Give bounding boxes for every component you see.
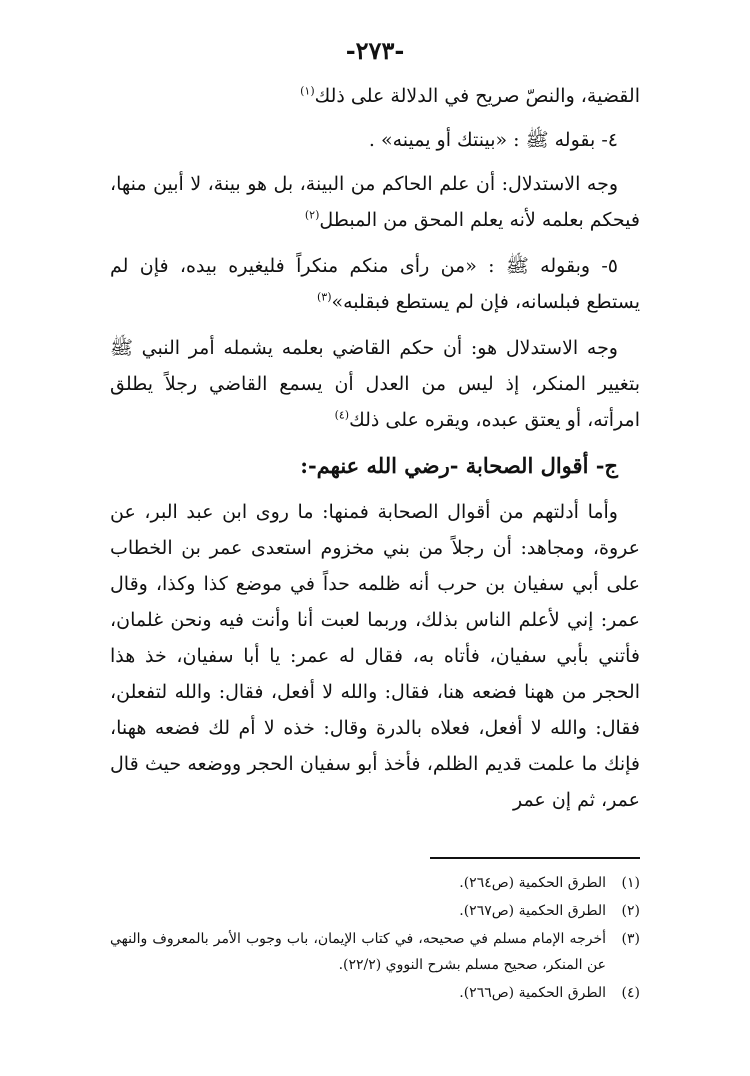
footnotes-section	[110, 870, 640, 1008]
evidence-item-5	[110, 248, 640, 320]
footnote-number: (٢)	[621, 903, 640, 919]
footnote-text: أخرجه الإمام مسلم في صحيحه، في كتاب الإيمان، باب وجوب الأمر بالمعروف والنهي عن المنكر، صحيح مسلم بشرح النووي (٢٢/٢).	[110, 931, 606, 973]
footnote-ref-3[interactable]: (٣)	[316, 290, 332, 304]
paragraph-inference-1	[110, 166, 640, 238]
paragraph-text: وجه الاستدلال: أن علم الحاكم من البينة، بل هو بينة، لا أبين منها، فيحكم بعلمه لأنه يعلم المحق من المبطل	[110, 173, 640, 231]
footnote-ref-1[interactable]: (١)	[300, 84, 315, 98]
footnote-text: الطرق الحكمية (ص٢٦٧).	[459, 903, 606, 919]
footnote-3	[110, 926, 640, 978]
evidence-item-4: ٤- بقوله ﷺ : «بينتك أو يمينه» .	[368, 129, 618, 151]
footnote-divider	[430, 857, 640, 859]
page-number: -٢٧٣-	[345, 36, 405, 65]
footnote-2	[110, 898, 640, 924]
paragraph-text: القضية، والنصّ صريح في الدلالة على ذلك	[314, 85, 640, 107]
paragraph-inference-2	[110, 330, 640, 438]
footnote-4	[110, 980, 640, 1006]
footnote-text: الطرق الحكمية (ص٢٦٤).	[459, 875, 606, 891]
footnote-text: الطرق الحكمية (ص٢٦٦).	[459, 985, 606, 1001]
footnote-1	[110, 870, 640, 896]
paragraph-companions: وأما أدلتهم من أقوال الصحابة فمنها: ما روى ابن عبد البر، عن عروة، ومجاهد: أن رجلاً من بني مخزوم استعدى عمر بن الخطاب على أبي سفيان بن حرب أنه ظلمه حداً في موضع كذا وكذا، وقال عمر: إني لأعلم الناس بذلك، وربما لعبت أنا وأنت فيه ونحن غلمان، فأتني بأبي سفيان، فأتاه به، فقال له عمر: يا أبا سفيان، خذ هذا الحجر من ههنا فضعه هنا، فقال: والله لا أفعل، فقال: والله لتفعلن، فقال: والله لا أفعل، فعلاه بالدرة وقال: خذه لا أم لك فضعه ههنا، فإنك ما علمت قديم الظلم، فأخذ أبو سفيان الحجر ووضعه حيث قال عمر، ثم إن عمر	[110, 501, 640, 811]
paragraph-continuation	[110, 78, 640, 114]
footnote-ref-4[interactable]: (٤)	[334, 408, 350, 422]
footnote-number: (١)	[621, 875, 640, 891]
section-heading: ج- أقوال الصحابة -رضي الله عنهم-:	[300, 453, 618, 478]
footnote-number: (٤)	[621, 985, 640, 1001]
paragraph-text: ٥- وبقوله ﷺ : «من رأى منكم منكراً فليغيره بيده، فإن لم يستطع فبلسانه، فإن لم يستطع فبقلبه»	[110, 255, 640, 313]
footnote-number: (٣)	[621, 931, 640, 947]
main-text	[110, 78, 640, 828]
footnote-ref-2[interactable]: (٢)	[304, 208, 320, 222]
paragraph-text: وجه الاستدلال هو: أن حكم القاضي بعلمه يشمله أمر النبي ﷺ بتغيير المنكر، إذ ليس من العدل أن يسمع القاضي رجلاً يطلق امرأته، أو يعتق عبده، ويقره على ذلك	[110, 337, 640, 431]
